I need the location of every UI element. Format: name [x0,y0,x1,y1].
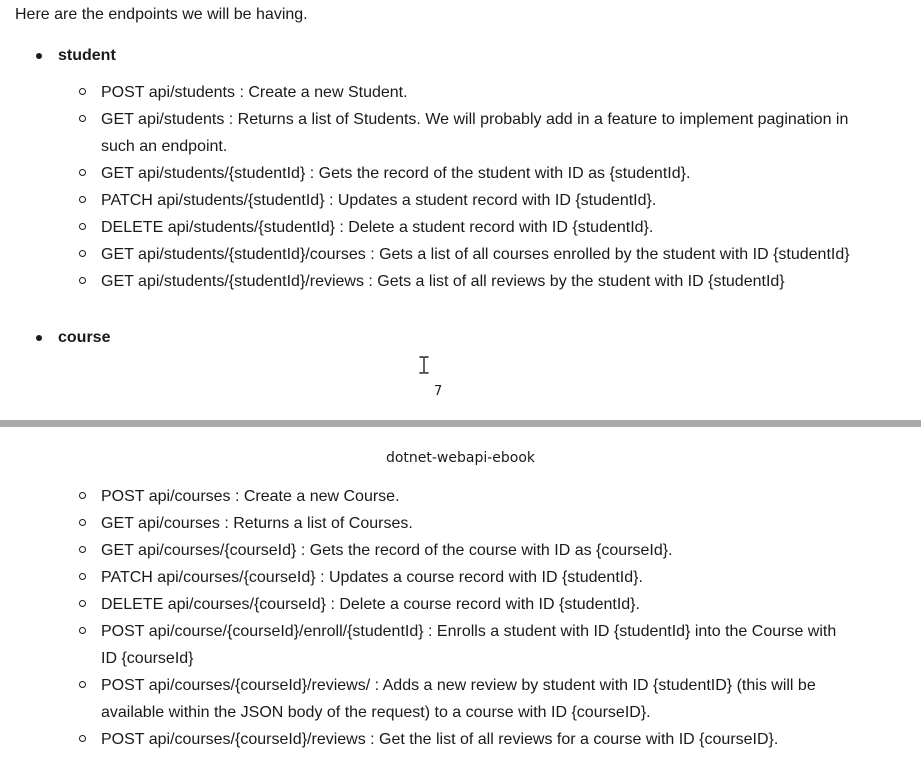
course-endpoint-item [58,618,851,672]
disc-bullet-icon [36,53,42,59]
student-endpoint-item [58,214,851,241]
circle-bullet-icon [79,573,86,580]
endpoint-text: POST api/courses : Create a new Course. [101,488,400,505]
intro-text: Here are the endpoints we will be having. [15,6,308,23]
endpoint-text: PATCH api/students/{studentId} : Updates a student record with ID {studentId}. [101,192,657,209]
course-endpoint-item [58,726,851,753]
student-endpoint-list [58,79,921,295]
course-section-title: course [58,329,111,346]
endpoint-text: DELETE api/courses/{courseId} : Delete a course record with ID {studentId}. [101,596,640,613]
endpoint-text: GET api/courses : Returns a list of Courses. [101,515,413,532]
running-header: dotnet-webapi-ebook [385,450,536,466]
student-section [0,43,921,295]
endpoint-text: GET api/courses/{courseId} : Gets the record of the course with ID as {courseId}. [101,542,673,559]
student-endpoint-item [58,187,851,214]
course-endpoint-item [58,510,851,537]
student-endpoint-item [58,79,851,106]
student-endpoint-item [58,106,851,160]
circle-bullet-icon [79,277,86,284]
circle-bullet-icon [79,492,86,499]
circle-bullet-icon [79,519,86,526]
circle-bullet-icon [79,735,86,742]
endpoint-text: POST api/courses/{courseId}/reviews/ : Adds a new review by student with ID {studentID} (this will be available within the JSON body of the request) to a course with ID {courseID}. [101,677,816,721]
text-cursor-icon [418,356,430,374]
circle-bullet-icon [79,169,86,176]
circle-bullet-icon [79,115,86,122]
circle-bullet-icon [79,600,86,607]
page-divider [0,420,921,427]
circle-bullet-icon [79,196,86,203]
course-endpoint-item [58,591,851,618]
student-section-title: student [58,47,116,64]
circle-bullet-icon [79,681,86,688]
endpoint-text: GET api/students : Returns a list of Students. We will probably add in a feature to implement pagination in such an endpoint. [101,111,849,155]
course-endpoint-item [58,483,851,510]
circle-bullet-icon [79,223,86,230]
endpoint-text: POST api/course/{courseId}/enroll/{studentId} : Enrolls a student with ID {studentId} into the Course with ID {courseId} [101,623,837,667]
course-endpoint-item [58,564,851,591]
circle-bullet-icon [79,250,86,257]
course-endpoint-list [58,483,851,753]
course-endpoint-item [58,537,851,564]
course-section [0,325,110,351]
endpoint-text: GET api/students/{studentId}/courses : Gets a list of all courses enrolled by the student with ID {studentId} [101,246,850,263]
page-number: 7 [434,384,443,399]
endpoint-text: POST api/students : Create a new Student. [101,84,408,101]
circle-bullet-icon [79,546,86,553]
student-endpoint-item [58,160,851,187]
student-section-list [0,43,921,295]
student-endpoint-item [58,268,851,295]
student-endpoint-item [58,241,851,268]
endpoint-text: POST api/courses/{courseId}/reviews : Get the list of all reviews for a course with ID {courseID}. [101,731,779,748]
circle-bullet-icon [79,627,86,634]
endpoint-text: DELETE api/students/{studentId} : Delete a student record with ID {studentId}. [101,219,654,236]
endpoint-text: GET api/students/{studentId} : Gets the record of the student with ID as {studentId}. [101,165,691,182]
endpoint-text: GET api/students/{studentId}/reviews : Gets a list of all reviews by the student with ID {studentId} [101,273,785,290]
course-endpoint-item [58,672,851,726]
circle-bullet-icon [79,88,86,95]
disc-bullet-icon [36,335,42,341]
endpoint-text: PATCH api/courses/{courseId} : Updates a course record with ID {studentId}. [101,569,643,586]
